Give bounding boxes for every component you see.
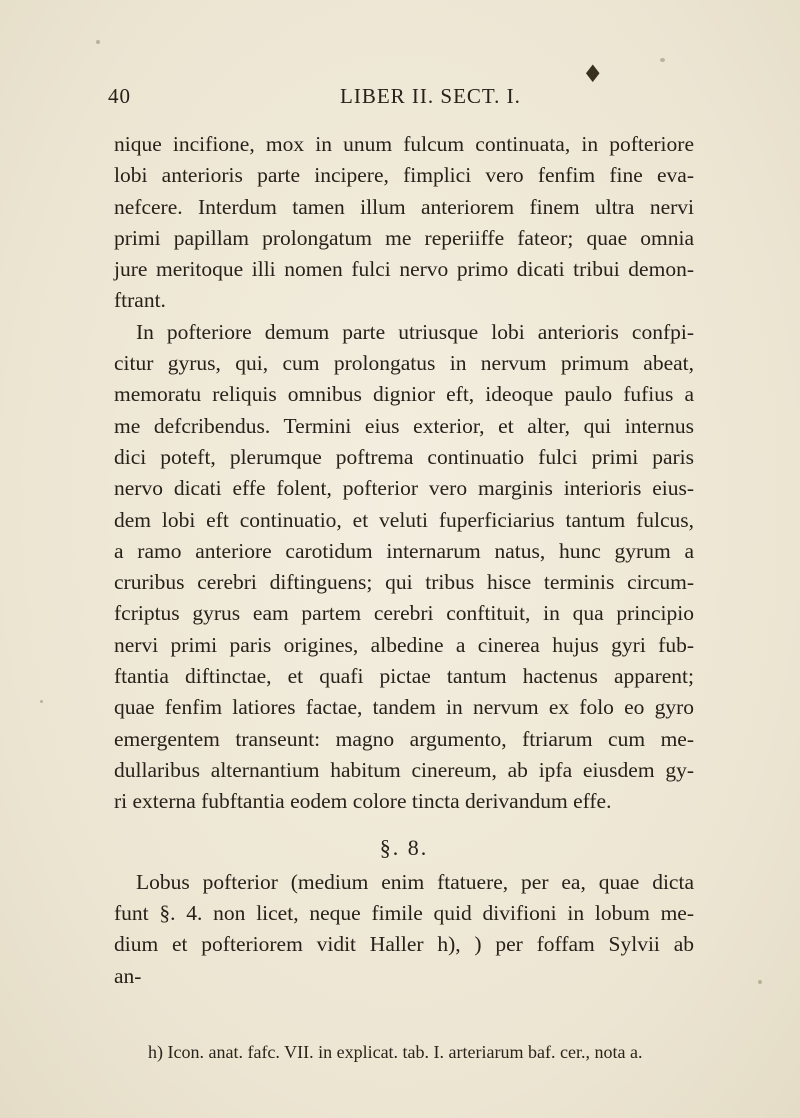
text-line: dem lobi eft continuatio, et veluti fuperficiarius tantum fulcus,: [114, 507, 694, 532]
text-line: quae fenfim latiores factae, tandem in nervum ex folo eo gyro: [114, 695, 694, 720]
printer-mark-icon: ♦: [582, 60, 604, 88]
text-line: citur gyrus, qui, cum prolongatus in nervum primum abeat,: [114, 351, 694, 376]
text-line: Lobus pofterior (medium enim ftatuere, per ea, quae dicta: [136, 869, 694, 894]
text-line: nervo dicati effe folent, pofterior vero marginis interioris eius-: [114, 476, 694, 501]
text-line: dium et pofteriorem vidit Haller h), ) per foffam Sylvii ab: [114, 932, 694, 957]
text-line: ftrant.: [114, 288, 166, 313]
text-line: nefcere. Interdum tamen illum anteriorem finem ultra nervi: [114, 194, 694, 219]
paper-speck: [758, 980, 762, 984]
text-line: emergentem transeunt: magno argumento, ftriarum cum me-: [114, 726, 694, 751]
paragraph-2: [114, 317, 694, 818]
text-line: a ramo anteriore carotidum internarum natus, hunc gyrum a: [114, 538, 694, 563]
text-line: ri externa fubftantia eodem colore tincta derivandum effe.: [114, 789, 612, 814]
running-head: LIBER II. SECT. I.: [340, 84, 521, 108]
paper-speck: [96, 40, 100, 44]
footnote: h) Icon. anat. fafc. VII. in explicat. tab. I. arteriarum baf. cer., nota a.: [148, 1042, 643, 1062]
text-line: me defcribendus. Termini eius exterior, et alter, qui internus: [114, 413, 694, 438]
text-line: nique incifione, mox in unum fulcum continuata, in pofteriore: [114, 132, 694, 156]
text-line: primi papillam prolongatum me reperiiffe fateor; quae omnia: [114, 225, 694, 250]
text-line: dici poteft, plerumque poftrema continuatio fulci primi paris: [114, 444, 694, 469]
text-line: dullaribus alternantium habitum cinereum, ab ipfa eiusdem gy-: [114, 757, 694, 782]
section-heading: §. 8.: [379, 834, 429, 860]
page-number: 40: [108, 84, 131, 108]
page-header: [108, 84, 668, 114]
paragraph-1: [114, 129, 694, 317]
text-line: jure meritoque illi nomen fulci nervo primo dicati tribui demon-: [114, 257, 694, 282]
text-line: memoratu reliquis omnibus dignior eft, ideoque paulo fufius a: [114, 382, 694, 407]
text-line: lobi anterioris parte incipere, fimplici vero fenfim fine eva-: [114, 163, 694, 188]
paragraph-3: [114, 867, 694, 961]
text-line: ftantia diftinctae, et quafi pictae tantum hactenus apparent;: [114, 664, 694, 689]
text-line: cruribus cerebri diftinguens; qui tribus hisce terminis circum-: [114, 570, 694, 595]
paper-speck: [40, 700, 43, 703]
text-line: nervi primi paris origines, albedine a cinerea hujus gyri fub-: [114, 632, 694, 657]
catchword: an-: [114, 963, 142, 988]
main-text: [114, 129, 694, 992]
text-line: funt §. 4. non licet, neque fimile quid divifioni in lobum me-: [114, 901, 694, 926]
text-line: fcriptus gyrus eam partem cerebri conftituit, in qua principio: [114, 601, 694, 626]
paper-speck: [660, 58, 665, 62]
text-line: In pofteriore demum parte utriusque lobi anterioris confpi-: [136, 319, 694, 344]
